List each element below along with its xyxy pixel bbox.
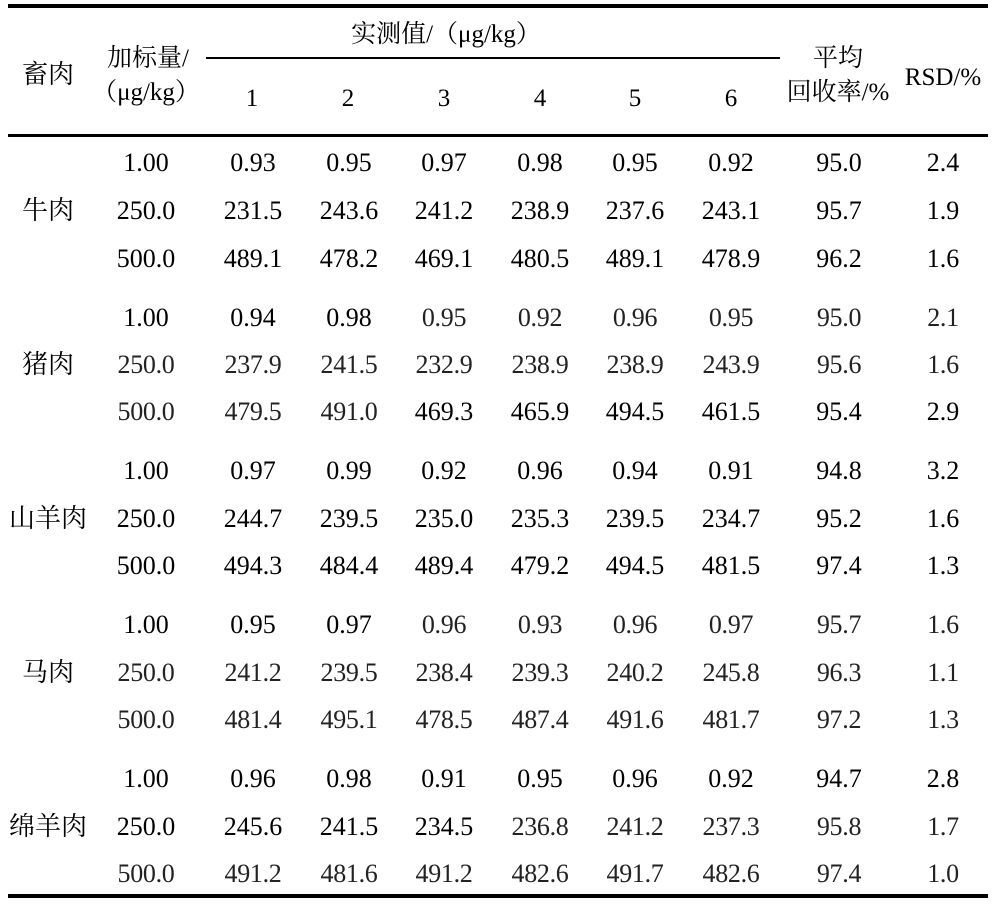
rsd-value: 1.6 [927,350,959,379]
header-recovery-line1: 平均 [812,45,864,72]
measured-value: 0.96 [230,764,276,793]
measured-value: 469.1 [414,244,474,273]
spike-value: 1.00 [123,148,169,177]
header-n-6: 6 [724,85,738,112]
spike-value: 250.0 [117,658,175,687]
measured-value: 0.94 [612,456,658,485]
recovery-value: 97.2 [816,705,862,734]
measured-value: 0.95 [612,148,658,177]
measured-value: 240.2 [606,658,664,687]
measured-value: 491.2 [415,859,473,888]
measured-value: 241.5 [320,350,378,379]
measured-value: 244.7 [223,504,283,533]
measured-header-rule [206,57,780,59]
measured-value: 0.99 [326,456,372,485]
group-label-beef: 牛肉 [21,196,75,225]
rsd-value: 1.6 [926,244,960,273]
spike-value: 1.00 [123,610,169,639]
measured-value: 469.3 [414,397,474,426]
measured-value: 0.94 [230,303,276,332]
measured-value: 239.5 [605,504,665,533]
recovery-value: 96.2 [816,244,862,273]
measured-value: 232.9 [415,350,473,379]
measured-value: 243.6 [319,196,379,225]
measured-value: 241.2 [414,196,474,225]
measured-value: 489.1 [223,244,283,273]
measured-value: 482.6 [511,859,569,888]
measured-value: 0.92 [708,148,754,177]
header-n-1: 1 [245,85,259,112]
rsd-value: 2.9 [926,397,960,426]
measured-value: 479.2 [510,551,570,580]
header-n-4: 4 [533,85,547,112]
measured-value: 0.98 [326,764,372,793]
spike-value: 1.00 [123,303,169,332]
measured-value: 495.1 [320,705,378,734]
rsd-value: 2.1 [927,303,959,332]
measured-value: 241.2 [224,658,282,687]
group-label-pork: 猪肉 [21,350,75,379]
recovery-value: 95.7 [816,196,862,225]
header-n-5: 5 [628,85,642,112]
spike-value: 250.0 [116,812,176,841]
measured-value: 245.6 [223,812,283,841]
header-spike-line2: （μg/kg） [92,79,200,106]
measured-value: 0.93 [517,610,563,639]
measured-value: 0.92 [421,456,467,485]
recovery-value: 95.0 [816,148,862,177]
measured-value: 245.8 [702,658,760,687]
recovery-value: 95.0 [816,303,862,332]
measured-value: 0.92 [517,303,563,332]
recovery-value: 97.4 [816,859,862,888]
measured-value: 231.5 [223,196,283,225]
recovery-value: 95.6 [816,350,862,379]
recovery-value: 97.4 [816,551,862,580]
measured-value: 461.5 [701,397,761,426]
measured-value: 241.5 [319,812,379,841]
measured-value: 491.6 [606,705,664,734]
measured-value: 237.6 [605,196,665,225]
rsd-value: 1.3 [926,551,960,580]
spike-value: 500.0 [117,705,175,734]
measured-value: 0.97 [708,610,754,639]
measured-value: 478.5 [415,705,473,734]
spike-value: 500.0 [116,551,176,580]
measured-value: 243.9 [702,350,760,379]
measured-value: 234.7 [701,504,761,533]
rsd-value: 1.3 [927,705,959,734]
rsd-value: 1.1 [927,658,959,687]
measured-value: 478.2 [319,244,379,273]
measured-value: 491.0 [320,397,378,426]
measured-value: 480.5 [510,244,570,273]
measured-value: 479.5 [224,397,282,426]
measured-value: 0.96 [612,764,658,793]
measured-value: 243.1 [701,196,761,225]
measured-value: 0.96 [517,456,563,485]
rsd-value: 3.2 [926,456,960,485]
recovery-value: 95.8 [816,812,862,841]
measured-value: 237.3 [702,812,760,841]
measured-value: 238.4 [415,658,473,687]
measured-value: 239.5 [320,658,378,687]
measured-value: 494.5 [605,397,665,426]
measured-value: 481.4 [224,705,282,734]
measured-value: 0.95 [230,610,276,639]
measured-value: 0.97 [421,148,467,177]
measured-value: 0.91 [421,764,467,793]
rsd-value: 1.6 [927,610,959,639]
measured-value: 235.0 [414,504,474,533]
rsd-value: 1.7 [927,812,959,841]
measured-value: 0.95 [708,303,754,332]
header-recovery-line2: 回收率/% [786,79,890,106]
rsd-value: 2.4 [926,148,960,177]
measured-value: 491.7 [606,859,664,888]
measured-value: 0.91 [708,456,754,485]
measured-value: 494.3 [223,551,283,580]
measured-value: 0.96 [421,610,467,639]
measured-value: 0.98 [326,303,372,332]
measured-value: 237.9 [224,350,282,379]
measured-value: 239.5 [319,504,379,533]
measured-value: 241.2 [606,812,664,841]
measured-value: 238.9 [511,350,569,379]
measured-value: 238.9 [510,196,570,225]
measured-value: 0.96 [612,303,658,332]
spike-value: 250.0 [116,196,176,225]
measured-value: 0.92 [708,764,754,793]
recovery-value: 95.7 [816,610,862,639]
recovery-value: 94.7 [816,764,862,793]
rsd-value: 2.8 [926,764,960,793]
measured-value: 234.5 [414,812,474,841]
recovery-value: 96.3 [816,658,862,687]
measured-value: 0.97 [230,456,276,485]
header-n-2: 2 [341,85,355,112]
rsd-value: 1.0 [927,859,959,888]
measured-value: 465.9 [510,397,570,426]
measured-value: 489.1 [605,244,665,273]
header-n-3: 3 [437,85,451,112]
header-measured: 实测值/（μg/kg） [351,21,541,48]
group-label-sheep: 绵羊肉 [8,812,88,841]
measured-value: 236.8 [511,812,569,841]
measured-value: 239.3 [511,658,569,687]
group-label-horse: 马肉 [21,658,75,687]
rsd-value: 1.6 [926,504,960,533]
measured-value: 494.5 [605,551,665,580]
header-meat: 畜肉 [21,60,75,89]
measured-value: 478.9 [701,244,761,273]
table-top-rule [8,4,988,8]
measured-value: 0.97 [326,610,372,639]
spike-value: 250.0 [117,350,175,379]
table-bottom-rule [8,894,988,898]
measured-value: 481.7 [702,705,760,734]
measured-value: 487.4 [511,705,569,734]
spike-value: 500.0 [117,859,175,888]
measured-value: 481.6 [320,859,378,888]
measured-value: 238.9 [606,350,664,379]
recovery-value: 95.4 [816,397,862,426]
recovery-value: 95.2 [816,504,862,533]
spike-value: 250.0 [116,504,176,533]
measured-value: 0.95 [517,764,563,793]
rsd-value: 1.9 [926,196,960,225]
spike-value: 1.00 [123,764,169,793]
measured-value: 235.3 [510,504,570,533]
recovery-value: 94.8 [816,456,862,485]
measured-value: 0.98 [517,148,563,177]
measured-value: 491.2 [224,859,282,888]
header-rsd: RSD/% [904,64,982,91]
table-header-rule [8,134,988,137]
measured-value: 489.4 [414,551,474,580]
spike-value: 500.0 [116,244,176,273]
group-label-goat: 山羊肉 [8,504,88,533]
measured-value: 0.95 [421,303,467,332]
measured-value: 0.93 [230,148,276,177]
measured-value: 0.95 [326,148,372,177]
measured-value: 0.96 [612,610,658,639]
spike-value: 1.00 [123,456,169,485]
measured-value: 481.5 [701,551,761,580]
measured-value: 484.4 [319,551,379,580]
spike-value: 500.0 [117,397,175,426]
measured-value: 482.6 [702,859,760,888]
header-spike-line1: 加标量/ [107,45,189,72]
